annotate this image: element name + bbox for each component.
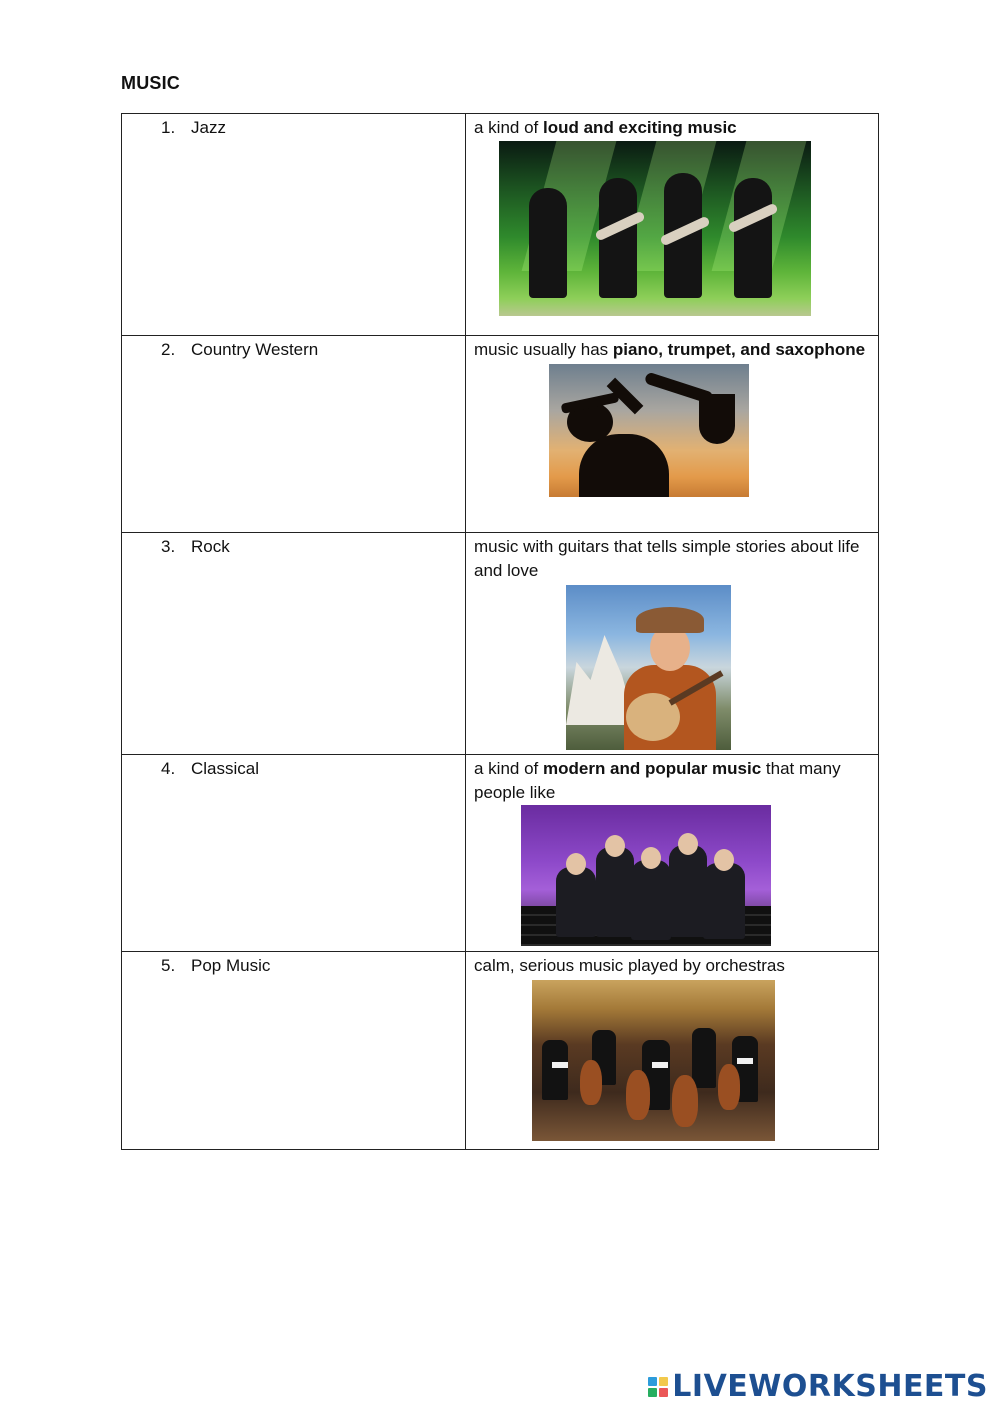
description	[466, 533, 878, 583]
description	[466, 952, 878, 978]
term-label: Rock	[191, 537, 230, 556]
description-text-end: that many people like	[474, 759, 841, 802]
description	[466, 755, 878, 805]
item-number: 5.	[161, 956, 176, 975]
saxophone-silhouette-photo	[549, 364, 749, 497]
liveworksheets-brand	[648, 1369, 988, 1404]
description-bold: piano, trumpet, and saxophone	[612, 340, 866, 359]
description-text: calm, serious music played by orchestras	[474, 956, 785, 975]
pop-group-photo	[521, 805, 771, 946]
item-number: 3.	[161, 537, 176, 556]
item-number: 1.	[161, 118, 176, 137]
cowboy-guitarist-photo	[566, 585, 731, 750]
description-text: a kind of	[474, 118, 543, 137]
description-bold: loud and exciting music	[543, 118, 737, 137]
term-item	[122, 533, 465, 559]
description	[466, 114, 878, 140]
term-item	[122, 755, 465, 781]
term-label: Pop Music	[191, 956, 271, 975]
term-item	[122, 114, 465, 140]
description-text: music with guitars that tells simple stories about life and love	[474, 537, 860, 580]
brand-name: LIVEWORKSHEETS	[672, 1369, 988, 1404]
description-bold: modern and popular music	[543, 759, 762, 778]
table-row	[122, 755, 879, 952]
description-text: a kind of	[474, 759, 543, 778]
matching-table	[121, 113, 879, 1150]
term-item	[122, 952, 465, 978]
table-row	[122, 533, 879, 755]
term-label: Country Western	[191, 340, 319, 359]
term-label: Jazz	[191, 118, 226, 137]
table-row	[122, 336, 879, 533]
description-text: music usually has	[474, 340, 613, 359]
rock-concert-photo	[499, 141, 811, 316]
term-label: Classical	[191, 759, 260, 778]
orchestra-photo	[532, 980, 775, 1141]
liveworksheets-logo-icon	[648, 1377, 668, 1397]
item-number: 4.	[161, 759, 176, 778]
table-row	[122, 114, 879, 336]
item-number: 2.	[161, 340, 176, 359]
term-item	[122, 336, 465, 362]
table-row	[122, 952, 879, 1150]
description	[466, 336, 878, 362]
worksheet-title: MUSIC	[121, 73, 180, 93]
